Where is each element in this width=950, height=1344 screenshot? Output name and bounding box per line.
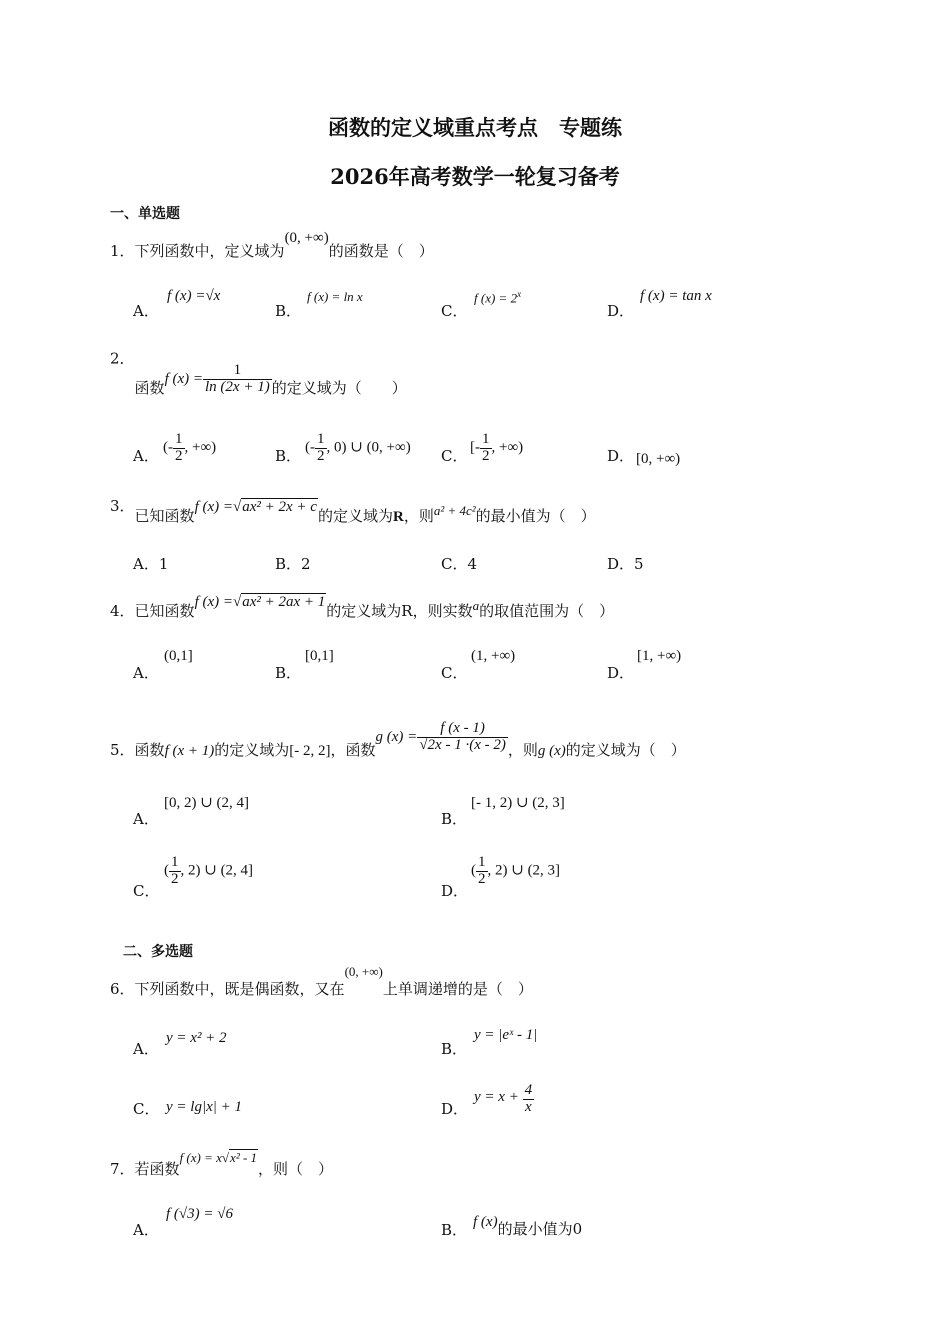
- question-number: 5．: [110, 741, 135, 760]
- question-number: 2．: [110, 349, 135, 368]
- option-c-label: C．: [133, 1100, 160, 1118]
- question-2: [110, 343, 407, 398]
- option-c-label: C．: [441, 664, 468, 682]
- math-g: g (x) =: [375, 729, 418, 746]
- question-text: ，则: [403, 507, 434, 525]
- option-a-expr: y = x² + 2: [166, 1030, 227, 1046]
- math-lhs: f (x) =: [164, 371, 203, 388]
- option-d-expr: [1, +∞): [637, 648, 682, 664]
- option-b-expr: (- $\frac{1}{2}$ , 0) ∪ (0, +∞): [305, 431, 411, 464]
- option-d-expr: y = x + $\frac{4}{x}$: [474, 1082, 533, 1115]
- question-4: [110, 590, 615, 620]
- math-fraction: $\frac{1}{\ln (2x + 1)}$: [205, 362, 270, 395]
- option-a-label: A．: [133, 1221, 159, 1239]
- option-c-expr: [- $\frac{1}{2}$ , +∞): [470, 431, 524, 464]
- question-text: ，则: [507, 741, 538, 760]
- question-text: 的定义域为R，则实数: [326, 602, 473, 620]
- option-c-label: C．: [441, 447, 468, 465]
- math-lhs: f (x) = x: [179, 1150, 222, 1165]
- option-c-expr: ( $\frac{1}{2}$ , 2) ∪ (2, 4]: [164, 854, 254, 887]
- section-heading-single-choice: 一、单选题: [110, 206, 180, 222]
- question-text: 下列函数中，既是偶函数，又在: [134, 980, 345, 998]
- doc-title-line1: 函数的定义域重点考点 专题练: [328, 115, 622, 140]
- option-d-label: D．: [607, 302, 635, 320]
- math-gx: g (x): [537, 743, 566, 760]
- question-text: 的定义域为（ ）: [565, 741, 686, 760]
- question-text: 的定义域为: [317, 507, 393, 525]
- option-c-label: C．: [441, 302, 468, 320]
- option-a-label: A．: [133, 664, 159, 682]
- question-7: [110, 1146, 334, 1178]
- question-number: 3．: [110, 497, 135, 515]
- option-d-label: D．: [441, 1100, 469, 1118]
- option-c: C．4: [441, 555, 478, 573]
- option-d-label: D．: [607, 664, 635, 682]
- option-c-label: C．: [133, 882, 160, 900]
- option-c-expr: (1, +∞): [471, 648, 516, 664]
- math-domain: (0, +∞): [284, 230, 329, 246]
- option-c-expr: f $(x) = 2^x$: [474, 289, 522, 306]
- option-b-label: B．: [441, 1040, 468, 1058]
- math-lhs: f (x) =: [194, 594, 233, 610]
- math-var: a: [472, 598, 480, 613]
- option-d-expr: f (x) = tan x: [640, 288, 712, 304]
- question-text: 若函数: [134, 1160, 180, 1178]
- question-text: ，函数: [330, 741, 376, 760]
- option-a-expr: (0,1]: [164, 648, 193, 664]
- option-a-expr: f (x) =√x: [167, 288, 221, 304]
- math-domain: (0, +∞): [344, 964, 383, 979]
- section-heading-multi-choice: 二、多选题: [123, 944, 193, 960]
- question-3: [110, 495, 596, 525]
- option-d-expr: [0, +∞): [636, 451, 681, 467]
- option-a-expr: f (√3) = √6: [166, 1206, 233, 1222]
- doc-title-line2: 2026年高考数学一轮复习备考: [330, 164, 620, 189]
- option-d-label: D．: [441, 882, 469, 900]
- question-number: 7．: [110, 1160, 135, 1178]
- question-text: 函数: [134, 379, 165, 398]
- math-domain: [- 2, 2]: [289, 743, 331, 760]
- question-text: 上单调递增的是（ ）: [382, 980, 533, 998]
- question-6: [110, 960, 533, 998]
- math-radical: √x² - 1: [221, 1150, 258, 1165]
- option-d-label: D．: [607, 447, 635, 465]
- question-text: 已知函数: [134, 507, 195, 525]
- math-radical: √ax² + 2ax + 1: [233, 594, 326, 610]
- question-number: 1．: [110, 242, 135, 260]
- option-b-label: B．: [441, 810, 468, 828]
- option-b-label: B．: [275, 664, 302, 682]
- question-text: 的最小值为（ ）: [475, 507, 596, 525]
- question-text: ，则（ ）: [258, 1160, 334, 1178]
- question-text: 的函数是（ ）: [328, 242, 434, 260]
- option-b-label: B．: [441, 1221, 468, 1239]
- question-text: 下列函数中，定义域为: [134, 242, 285, 260]
- option-a-label: A．: [133, 810, 159, 828]
- option-c-expr: y = lg|x| + 1: [166, 1099, 242, 1115]
- option-b-expr: [0,1]: [305, 648, 334, 664]
- math-lhs: f (x) =: [194, 499, 233, 515]
- question-5: [110, 705, 686, 760]
- math-radical: √ax² + 2x + c: [233, 499, 317, 515]
- option-d-expr: ( $\frac{1}{2}$ , 2) ∪ (2, 3]: [471, 854, 561, 887]
- question-number: 4．: [110, 602, 135, 620]
- option-b-expr: f (x)的最小值为0: [473, 1214, 583, 1238]
- question-number: 6．: [110, 980, 135, 998]
- question-text: 函数: [134, 741, 165, 760]
- option-a-label: A．: [133, 302, 159, 320]
- math-R: R: [392, 509, 404, 525]
- option-b-expr: y = |eˣ - 1|: [474, 1027, 538, 1043]
- option-b-expr: f (x) = ln x: [307, 289, 363, 304]
- option-a-expr: (- $\frac{1}{2}$ , +∞): [163, 431, 217, 464]
- question-text: 的定义域为（ ）: [271, 379, 407, 398]
- math-f: f (x + 1): [164, 743, 215, 760]
- question-text: 的定义域为: [214, 741, 290, 760]
- option-d: D．5: [607, 555, 644, 573]
- option-b-expr: [- 1, 2) ∪ (2, 3]: [471, 795, 565, 811]
- option-b-label: B．: [275, 447, 302, 465]
- option-a-expr: [0, 2) ∪ (2, 4]: [164, 795, 250, 811]
- question-1: [110, 230, 434, 261]
- option-a-label: A．: [133, 447, 159, 465]
- question-text: 已知函数: [134, 602, 195, 620]
- option-b: B．2: [275, 555, 311, 573]
- math-fraction: $\frac{f (x - 1)}{√2x - 1 \cdot(x - 2)}$: [419, 720, 506, 753]
- question-text: 的取值范围为（ ）: [479, 602, 615, 620]
- option-b-label: B．: [275, 302, 302, 320]
- math-expr: a² + 4c²: [433, 503, 476, 518]
- option-a: A．1: [133, 555, 169, 573]
- option-a-label: A．: [133, 1040, 159, 1058]
